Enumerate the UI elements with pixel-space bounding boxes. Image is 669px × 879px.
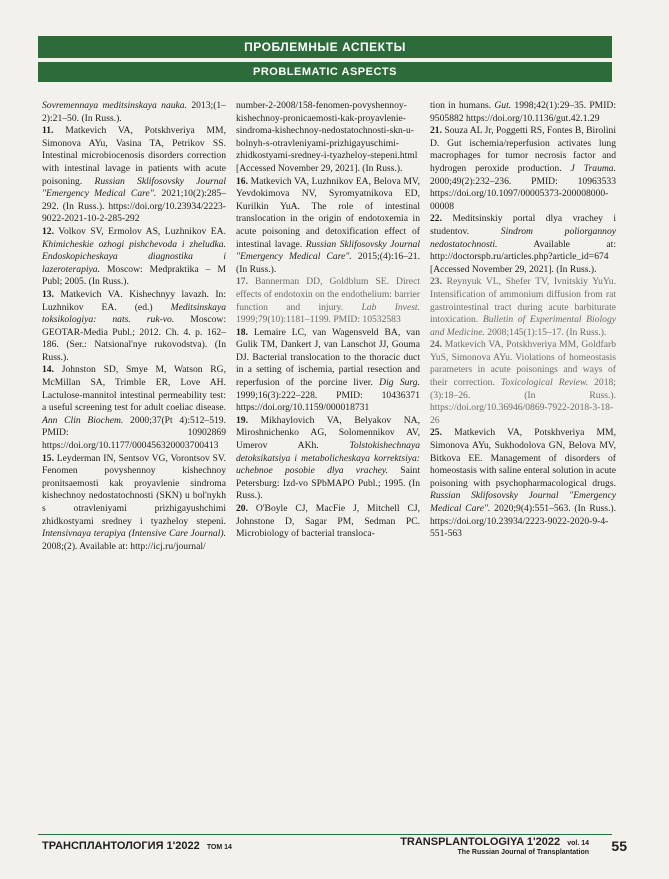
section-title-ru: ПРОБЛЕМНЫЕ АСПЕКТЫ [244, 40, 406, 54]
reference-16: 16. Matkevich VA, Luzhnikov EA, Belova MV, Yevdokimova NV, Syromyatnikova ED, Kurilkin YuA. The role of intestinal translocation in the origin of endotoxemia in acute poisoning and detoxification effect of intestinal lavage. Russian Sklifosovsky Journal "Emergency Medical Care". 2015;(4):16–21. (In Russ.). [236, 175, 420, 275]
reference-continuation: tion in humans. Gut. 1998;42(1):29–35. PMID: 9505882 https://doi.org/10.1136/gut.42.1.29 [430, 100, 616, 124]
section-title-en: PROBLEMATIC ASPECTS [253, 66, 397, 78]
reference-13: 13. Matkevich VA. Kishechnyy lavazh. In: Luzhnikov EA. (ed.) Meditsinskaya toksikologiya: nats. ruk-vo. Moscow: GEOTAR-Media Publ.; 2012. Ch. 4. p. 162–186. (Ser.: Natsional'nye rukovodstva). (In Russ.). [42, 288, 226, 363]
reference-20: 20. O'Boyle CJ, MacFie J, Mitchell CJ, Johnstone D, Sagar PM, Sedman PC. Microbiology of bacterial transloca- [236, 503, 420, 540]
reference-25: 25. Matkevich VA, Potskhveriya MM, Simonova AYu, Sukhodolova GN, Belova MV, Bitkova EE. Management of disorders of homeostasis with saline enteral solution in acute poisoning with psychopharmacological drugs. Russian Sklifosovsky Journal "Emergency Medical Care". 2020;9(4):551–563. (In Russ.). https://doi.org/10.23934/2223-9022-2020-9-4-551-563 [430, 427, 616, 540]
reference-12: 12. Volkov SV, Ermolov AS, Luzhnikov EA. Khimicheskie ozhogi pishchevoda i zheludka. Endoskopicheskaya diagnostika i lazeroterapiya. Moscow: Medpraktika – M Publ; 2005. (In Russ.). [42, 225, 226, 288]
journal-volume-en: vol. 14 [567, 840, 589, 847]
references-column-3 [430, 100, 616, 541]
reference-19: 19. Mikhaylovich VA, Belyakov NA, Miroshnichenko AG, Solomennikov AV, Umerov AKh. Tolstokishechnaya detoksikatsiya i metabolicheskaya korrektsiya: uchebnoe posobie dlya vrachey. Saint Petersburg: Izd-vo SPbMAPO Publ.; 1995. (In Russ.). [236, 414, 420, 502]
reference-continuation: number-2-2008/158-fenomen-povyshennoy-kishechnoy-pronicaemosti-kak-proyavlenie-sindroma-kishechnoy-nedostatochnosti-skn-u-bolnyh-s-otravleniyami-prizhigayuschimi-zhidkostyami-sredney-i-tyazheloy-stepeni.html [Accessed November 29, 2021]. (In Russ.). [236, 100, 418, 174]
journal-volume-ru: ТОМ 14 [206, 844, 232, 851]
section-banner-en [38, 62, 612, 82]
reference-24: 24. Matkevich VA, Potskhveriya MM, Goldfarb YuS, Simonova AYu. Violations of homeostasis parameters in acute poisonings and ways of their correction. Toxicological Review. 2018;(3):18–26. (In Russ.). https://doi.org/10.36946/0869-7922-2018-3-18-26 [430, 339, 616, 426]
reference-14: 14. Johnston SD, Smye M, Watson RG, McMillan SA, Trimble ER, Love AH. Lactulose-mannitol intestinal permeability test: a useful screening test for adult coeliac disease. Ann Clin Biochem. 2000;37(Pt 4):512–519. PMID: 10902869 https://doi.org/10.1177/000456320003700413 [42, 364, 226, 452]
journal-title-en: TRANSPLANTOLOGIYA [400, 836, 524, 848]
reference-11: 11. Matkevich VA, Potskhveriya MM, Simonova AYu, Vasina TA, Petrikov SS. Intestinal microbiocenosis disorders correction with intestinal lavage in patients with acute poisoning. Russian Sklifosovsky Journal "Emergency Medical Care". 2021;10(2):285–292. (In Russ.). https://doi.org/10.23934/2223-9022-2021-10-2-285-292 [42, 125, 227, 225]
journal-subtitle-en: The Russian Journal of Transplantation [457, 849, 589, 856]
journal-issue-en: 1'2022 [526, 836, 561, 848]
journal-issue-ru: 1'2022 [166, 840, 200, 852]
footer-divider [38, 834, 612, 835]
reference-18: 18. Lemaire LC, van Wagensveld BA, van Gulik TM, Dankert J, van Lanschot JJ, Gouma DJ. Bacterial translocation to the thoracic duct in a setting of ischemia, partial resection and reperfusion of the porcine liver. Dig Surg. 1999;16(3):222–228. PMID: 10436371 https://doi.org/10.1159/000018731 [236, 326, 420, 414]
reference-continuation: Sovremennaya meditsinskaya nauka. 2013;(1–2):21–50. (In Russ.). [42, 100, 226, 124]
reference-23: 23. Reynyuk VL, Shefer TV, Ivnitskiy YuYu. Intensification of ammonium diffusion from rat gastrointestinal tract during acute barbiturate intoxication. Bulletin of Experimental Biology and Medicine. 2008;145(1):15–17. (In Russ.). [430, 276, 616, 338]
reference-21: 21. Souza AL Jr, Poggetti RS, Fontes B, Birolini D. Gut ischemia/reperfusion activates lung macrophages for tumor necrosis factor and hydrogen peroxide production. J Trauma. 2000;49(2):232–236. PMID: 10963533 https://doi.org/10.1097/00005373-200008000-00008 [430, 125, 616, 212]
section-banner-ru [38, 36, 612, 58]
references-column-2 [236, 100, 420, 541]
reference-17: 17. Bannerman DD, Goldblum SE. Direct effects of endotoxin on the endothelium: barrier function and injury. Lab Invest. 1999;79(10):1181–1199. PMID: 10532583 [236, 276, 420, 326]
footer-journal-en [400, 836, 589, 856]
reference-15: 15. Leyderman IN, Sentsov VG, Vorontsov SV. Fenomen povyshennoy kishechnoy pronitsaemosti kak proyavlenie sindroma kishechnoy nedostatochnosti (SKN) u bol'nykh s otravleniyami prizhigayushchimi zhidkostyami sredney i tyazheloy stepeni. Intensivnaya terapiya (Intensive Care Journal). 2008;(2). Available at: http://icj.ru/journal/ [42, 452, 226, 552]
references-column-1 [42, 100, 226, 553]
page-number: 55 [611, 838, 627, 854]
footer-journal-ru [42, 840, 232, 852]
reference-22: 22. Meditsinskiy portal dlya vrachey i studentov. Sindrom poliorgannoy nedostatochnosti. Available at: http://doctorspb.ru/articles.php?article_id=674 [Accessed November 29, 2021]. (In Russ.). [430, 213, 616, 275]
journal-title-ru: ТРАНСПЛАНТОЛОГИЯ [42, 840, 164, 852]
